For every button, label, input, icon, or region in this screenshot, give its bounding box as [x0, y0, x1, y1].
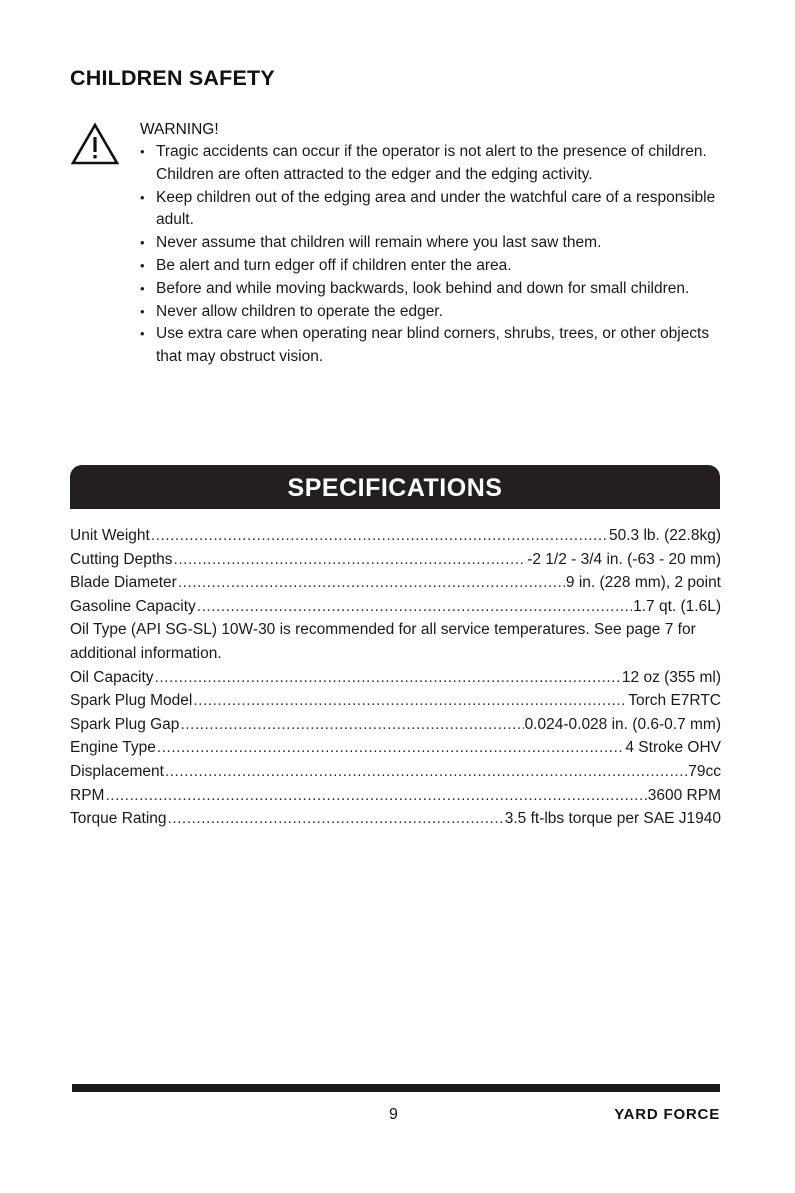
bullet-dot-icon: •: [140, 235, 145, 251]
spec-row-spark-plug-model: [70, 689, 721, 713]
specifications-banner: [70, 465, 720, 509]
dot-leader: [157, 736, 624, 760]
safety-bullet-text: Use extra care when operating near blind corners, shrubs, trees, or other objects that may obstruct vision.: [156, 325, 710, 366]
spec-value: 4 Stroke OHV: [625, 739, 721, 757]
spec-row-displacement: [70, 760, 721, 784]
spec-label: RPM: [70, 786, 105, 804]
page-number: 9: [389, 1106, 398, 1123]
brand-logo: YARD FORCE: [614, 1106, 720, 1123]
dot-leader: [193, 689, 627, 713]
spec-value: Torch E7RTC: [628, 692, 721, 710]
dot-leader: [105, 784, 646, 808]
warning-title: WARNING!: [140, 121, 219, 138]
dot-leader: [165, 760, 687, 784]
spec-value: 9 in. (228 mm), 2 point: [565, 574, 721, 592]
safety-bullet-text: Never assume that children will remain where you last saw them.: [156, 234, 602, 252]
bullet-dot-icon: •: [140, 280, 145, 296]
safety-bullet: [138, 255, 718, 278]
spec-value: 79cc: [688, 762, 721, 780]
spec-row-torque-rating: [70, 807, 721, 831]
spec-row-gasoline-capacity: [70, 595, 721, 619]
specifications-list: [70, 524, 721, 831]
spec-label: Cutting Depths: [70, 550, 173, 568]
dot-leader: [178, 571, 565, 595]
dot-leader: [151, 524, 608, 548]
spec-row-blade-diameter: [70, 571, 721, 595]
spec-label: Blade Diameter: [70, 574, 177, 592]
spec-label: Unit Weight: [70, 527, 150, 544]
safety-bullet: [138, 323, 718, 369]
spec-value: -2 1/2 - 3/4 in. (-63 - 20 mm): [527, 550, 721, 568]
bullet-dot-icon: •: [140, 189, 145, 205]
warning-triangle-icon: [70, 122, 120, 166]
safety-bullet-text: Never allow children to operate the edger.: [156, 302, 443, 320]
spec-value: 1.7 qt. (1.6L): [633, 597, 721, 615]
footer-rule: [72, 1084, 720, 1092]
dot-leader: [174, 548, 527, 572]
bullet-dot-icon: •: [140, 303, 145, 319]
safety-bullet-text: Tragic accidents can occur if the operator is not alert to the presence of children. Children are often attracted to the edger and the edging activity.: [156, 143, 707, 183]
safety-bullet-text: Before and while moving backwards, look behind and down for small children.: [156, 279, 690, 297]
bullet-dot-icon: •: [140, 257, 145, 273]
safety-bullet: [138, 232, 718, 255]
spec-value: 12 oz (355 ml): [621, 668, 721, 686]
children-safety-heading: CHILDREN SAFETY: [70, 66, 275, 90]
specifications-heading: SPECIFICATIONS: [287, 474, 503, 502]
spec-label: Spark Plug Gap: [70, 715, 180, 733]
safety-bullet: [138, 187, 718, 233]
safety-bullet-text: Be alert and turn edger off if children enter the area.: [156, 256, 512, 274]
bullet-dot-icon: •: [140, 326, 145, 342]
safety-bullet: [138, 301, 718, 324]
safety-bullet-list: [138, 141, 718, 369]
spec-label: Displacement: [70, 762, 164, 780]
oil-type-note: Oil Type (API SG-SL) 10W-30 is recommended for all service temperatures. See page 7 for additional information.: [70, 621, 696, 662]
dot-leader: [197, 595, 632, 619]
spec-label: Gasoline Capacity: [70, 597, 196, 615]
spec-value: 3.5 ft-lbs torque per SAE J1940: [504, 810, 721, 828]
spec-label: Torque Rating: [70, 810, 167, 828]
bullet-dot-icon: •: [140, 144, 145, 159]
dot-leader: [168, 807, 504, 831]
dot-leader: [180, 713, 523, 737]
spec-row-oil-capacity: [70, 666, 721, 690]
spec-value: 0.024-0.028 in. (0.6-0.7 mm): [524, 715, 721, 733]
spec-label: Engine Type: [70, 739, 156, 757]
spec-value: 3600 RPM: [647, 786, 721, 804]
dot-leader: [155, 666, 621, 690]
spec-row-cutting-depths: [70, 548, 721, 572]
warning-block: [138, 118, 718, 369]
spec-label: Oil Capacity: [70, 668, 154, 686]
spec-row-engine-type: [70, 736, 721, 760]
safety-bullet: [138, 278, 718, 301]
safety-bullet-text: Keep children out of the edging area and under the watchful care of a responsible adult.: [156, 188, 716, 229]
spec-row-spark-plug-gap: [70, 713, 721, 737]
spec-label: Spark Plug Model: [70, 692, 193, 710]
spec-value: 50.3 lb. (22.8kg): [608, 527, 721, 544]
spec-row-rpm: [70, 784, 721, 808]
spec-row-unit-weight: [70, 524, 721, 548]
safety-bullet: [138, 141, 718, 187]
